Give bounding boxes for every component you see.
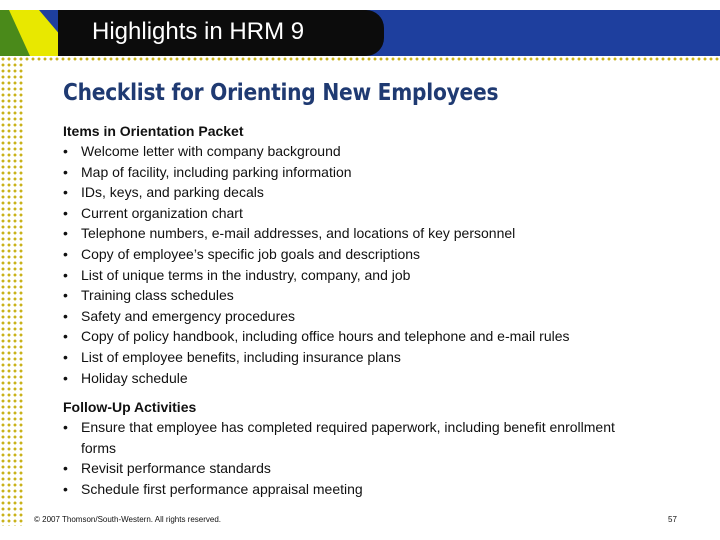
list-item: [63, 182, 623, 203]
list-item: [63, 326, 623, 347]
list-item: [63, 347, 623, 368]
list-item-text: Copy of policy handbook, including office hours and telephone and e-mail rules: [81, 328, 570, 345]
list-item: [63, 368, 623, 389]
list-item-text: Telephone numbers, e-mail addresses, and locations of key personnel: [81, 225, 516, 242]
bullet-icon: •: [63, 307, 68, 324]
list-item: [63, 244, 623, 265]
list-item: [63, 285, 623, 306]
list-item-text: Copy of employee’s specific job goals and descriptions: [81, 245, 421, 262]
list-item-text: List of employee benefits, including insurance plans: [81, 348, 401, 365]
bullet-icon: •: [63, 266, 68, 283]
bullet-icon: •: [63, 480, 68, 497]
bullet-icon: •: [63, 328, 68, 345]
bullet-icon: •: [63, 184, 68, 201]
list-item-text: IDs, keys, and parking decals: [81, 184, 264, 201]
list-item: [63, 458, 623, 479]
list-item: [63, 265, 623, 286]
list-item: [63, 223, 623, 244]
list-item: [63, 417, 623, 458]
bullet-icon: •: [63, 163, 68, 180]
list-item: [63, 479, 623, 500]
list-item-text: Schedule first performance appraisal meeting: [81, 480, 363, 497]
dotted-margin-decoration: [0, 56, 24, 526]
list-item-text: Safety and emergency procedures: [81, 307, 296, 324]
bullet-icon: •: [63, 348, 68, 365]
page-number: 57: [668, 515, 677, 524]
list-item: [63, 306, 623, 327]
section-follow-up: [63, 397, 623, 499]
bullet-icon: •: [63, 287, 68, 304]
list-item: [63, 203, 623, 224]
list-item: [63, 141, 623, 162]
section-heading: Items in Orientation Packet: [63, 123, 244, 139]
bullet-icon: •: [63, 419, 68, 436]
bullet-icon: •: [63, 204, 68, 221]
checklist-content: [63, 121, 623, 500]
bullet-icon: •: [63, 143, 68, 159]
bullet-icon: •: [63, 225, 68, 242]
list-item-text: Revisit performance standards: [81, 460, 271, 477]
dotted-divider: [0, 56, 720, 62]
follow-up-list: [63, 417, 623, 499]
list-item-text: Current organization chart: [81, 204, 243, 221]
bullet-icon: •: [63, 369, 68, 386]
bullet-icon: •: [63, 245, 68, 262]
list-item-text: Ensure that employee has completed required paperwork, including benefit enrollment forms: [81, 419, 615, 456]
list-item-text: Welcome letter with company background: [81, 143, 341, 159]
list-item-text: List of unique terms in the industry, company, and job: [81, 266, 411, 283]
list-item-text: Training class schedules: [81, 287, 234, 304]
section-orientation-packet: [63, 121, 623, 388]
copyright-notice: © 2007 Thomson/South-Western. All rights reserved.: [34, 515, 222, 524]
header-title: Highlights in HRM 9: [92, 18, 305, 45]
list-item-text: Map of facility, including parking information: [81, 163, 352, 180]
list-item-text: Holiday schedule: [81, 369, 188, 386]
bullet-icon: •: [63, 460, 68, 477]
orientation-packet-list: [63, 141, 623, 388]
section-heading: Follow-Up Activities: [63, 399, 197, 416]
list-item: [63, 162, 623, 183]
checklist-title: Checklist for Orienting New Employees: [63, 80, 499, 106]
